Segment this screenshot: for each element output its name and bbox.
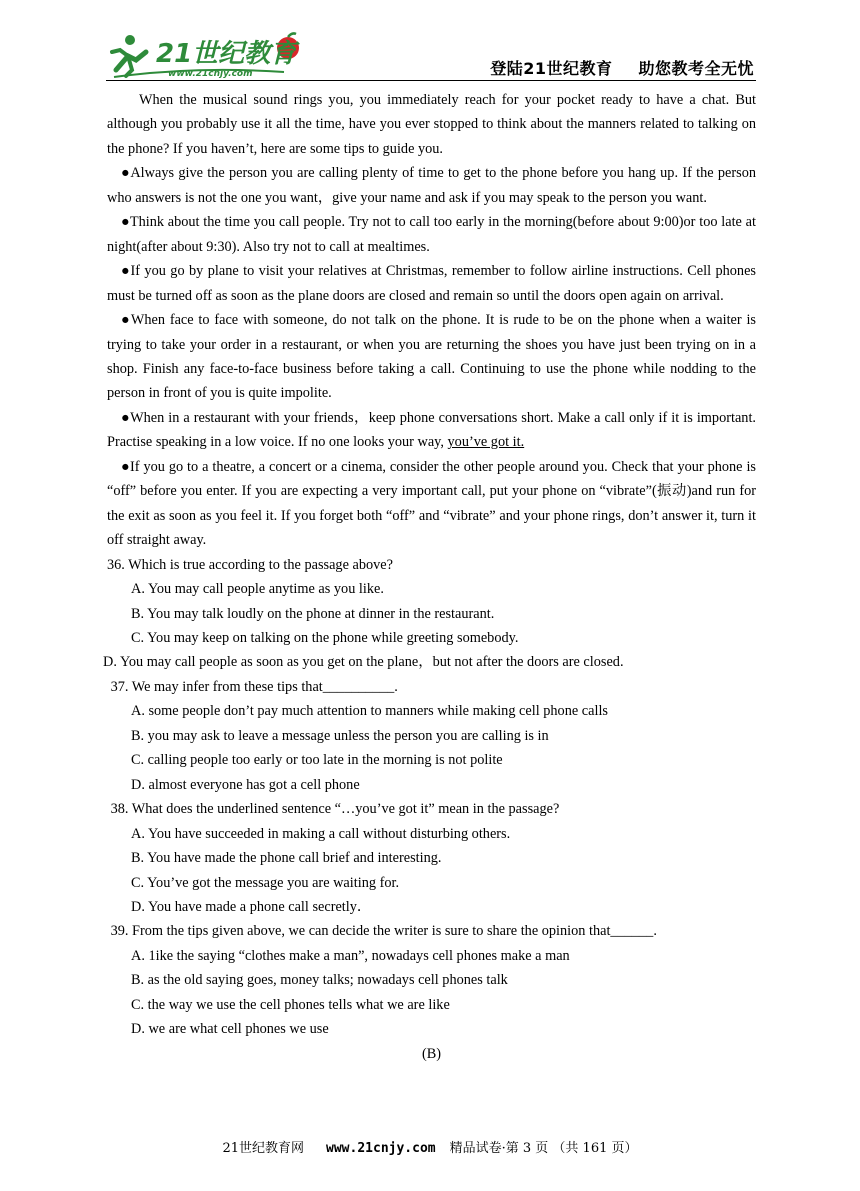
question-38-option-b: B. You have made the phone call brief and interesting. [131, 850, 442, 867]
question-37-option-d: D. almost everyone has got a cell phone [131, 776, 360, 793]
question-39-option-c: C. the way we use the cell phones tells what we are like [131, 996, 450, 1013]
footer-site-url: www.21cnjy.com [326, 1141, 436, 1156]
document-body [103, 88, 756, 1066]
logo-text: 21世纪教育 [156, 39, 297, 69]
question-36-option-a: A. You may call people anytime as you like. [131, 581, 384, 598]
question-37-stem: 37. We may infer from these tips that__________. [107, 678, 398, 695]
tip-2: ●Think about the time you call people. Try not to call too early in the morning(before about 9:00)or too late at night(after about 9:30). Also try not to call at mealtimes. [107, 214, 756, 255]
question-36-option-b: B. You may talk loudly on the phone at dinner in the restaurant. [131, 605, 495, 622]
underlined-sentence: you’ve got it. [447, 434, 525, 451]
logo-graphic [106, 30, 306, 80]
question-37-option-b: B. you may ask to leave a message unless the person you are calling is in [131, 727, 549, 744]
logo-url-text: www.21cnjy.com [168, 69, 253, 79]
footer-site-name: 21世纪教育网 [222, 1141, 305, 1156]
site-logo [106, 30, 306, 80]
header-slogan [490, 56, 754, 79]
question-38-option-c: C. You’ve got the message you are waiting for. [131, 874, 400, 891]
question-36-option-d: D. You may call people as soon as you get on the plane，but not after the doors are closed. [103, 654, 624, 671]
question-39-option-d: D. we are what cell phones we use [131, 1021, 329, 1038]
question-37-option-c: C. calling people too early or too late in the morning is not polite [131, 752, 503, 769]
tip-4: ●When face to face with someone, do not talk on the phone. It is rude to be on the phone when a waiter is trying to take your order in a restaurant, or when you are returning the shoes you have just been trying on in a shop. Finish any face-to-face business before taking a call. Continuing to use the phone while nodding to the person in front of you is quite impolite. [107, 312, 756, 402]
header-divider [106, 80, 756, 81]
slogan-help: 助您教考全无忧 [638, 59, 754, 78]
question-36-stem: 36. Which is true according to the passage above? [107, 556, 393, 573]
footer-page-info: 精品试卷·第 3 页 （共 161 页） [449, 1141, 638, 1156]
question-39-stem: 39. From the tips given above, we can decide the writer is sure to share the opinion that______. [107, 923, 657, 940]
tip-5-text: ●When in a restaurant with your friends，keep phone conversations short. Make a call only if it is important. Practise speaking in a low voice. If no one looks your way, [107, 409, 756, 451]
tip-1: ●Always give the person you are calling plenty of time to get to the phone before you hang up. If the person who answers is not the one you want，give your name and ask if you may speak to the person you want. [107, 165, 756, 206]
question-38-option-d: D. You have made a phone call secretly． [131, 898, 372, 915]
question-37-option-a: A. some people don’t pay much attention to manners while making cell phone calls [131, 703, 608, 720]
tip-5 [107, 406, 756, 455]
page-footer [0, 1137, 860, 1156]
question-38-stem: 38. What does the underlined sentence “…you’ve got it” mean in the passage? [107, 801, 560, 818]
question-39-option-b: B. as the old saying goes, money talks; nowadays cell phones talk [131, 972, 508, 989]
question-38-option-a: A. You have succeeded in making a call without disturbing others. [131, 825, 511, 842]
page-header [106, 30, 756, 82]
passage-intro: When the musical sound rings you, you immediately reach for your pocket ready to have a chat. But although you probably use it all the time, have you ever stopped to think about the manners related to talking on the phone? If you haven’t, here are some tips to guide you. [107, 92, 756, 157]
question-39-option-a: A. 1ike the saying “clothes make a man”, nowadays cell phones make a man [131, 947, 570, 964]
slogan-login: 登陆21世纪教育 [490, 59, 613, 78]
tip-6: ●If you go to a theatre, a concert or a cinema, consider the other people around you. Check that your phone is “off” before you enter. If you are expecting a very important call, put your phone on “vibrate”(振动)and run for the exit as soon as you feel it. If you forget both “off” and “vibrate” and your phone rings, don’t answer it, turn it off straight away. [107, 458, 756, 549]
section-b-heading: (B) [421, 1045, 442, 1062]
question-36-option-c: C. You may keep on talking on the phone while greeting somebody. [131, 629, 519, 646]
tip-3: ●If you go by plane to visit your relatives at Christmas, remember to follow airline instructions. Cell phones must be turned off as soon as the plane doors are closed and remain so until the doors open again on arrival. [107, 263, 756, 304]
